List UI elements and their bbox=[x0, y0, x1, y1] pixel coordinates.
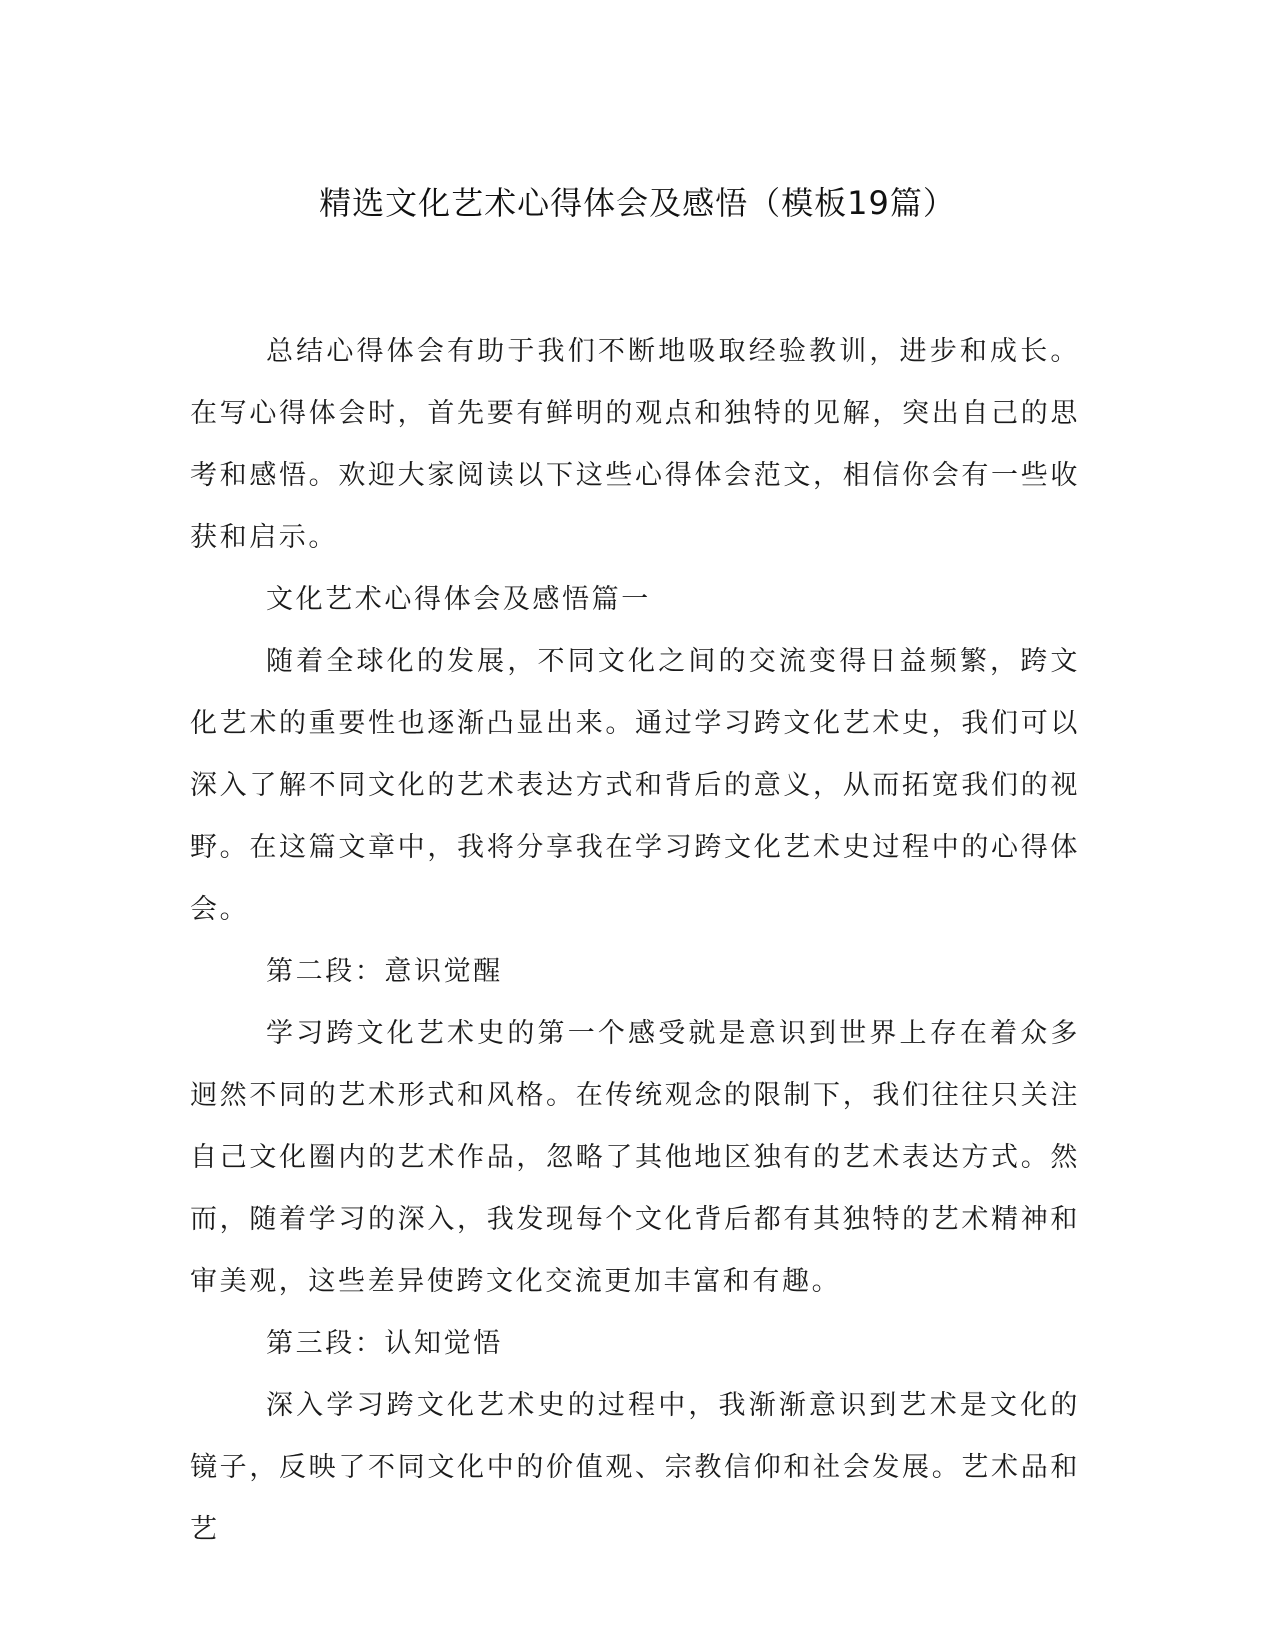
document-body bbox=[190, 321, 1080, 1561]
section-heading-2: 第二段：意识觉醒 bbox=[266, 956, 503, 987]
section-paragraph-1: 随着全球化的发展，不同文化之间的交流变得日益频繁，跨文化艺术的重要性也逐渐凸显出来。通过学习跨文化艺术史，我们可以深入了解不同文化的艺术表达方式和背后的意义，从而拓宽我们的视野。在这篇文章中，我将分享我在学习跨文化艺术史过程中的心得体会。 bbox=[190, 646, 1080, 925]
section-heading-1: 文化艺术心得体会及感悟篇一 bbox=[266, 584, 651, 615]
section-paragraph-2: 学习跨文化艺术史的第一个感受就是意识到世界上存在着众多迥然不同的艺术形式和风格。在传统观念的限制下，我们往往只关注自己文化圈内的艺术作品，忽略了其他地区独有的艺术表达方式。然而，随着学习的深入，我发现每个文化背后都有其独特的艺术精神和审美观，这些差异使跨文化交流更加丰富和有趣。 bbox=[190, 1018, 1080, 1297]
section-paragraph-3: 深入学习跨文化艺术史的过程中，我渐渐意识到艺术是文化的镜子，反映了不同文化中的价值观、宗教信仰和社会发展。艺术品和艺 bbox=[190, 1390, 1080, 1545]
section-heading-3: 第三段：认知觉悟 bbox=[266, 1328, 503, 1359]
intro-paragraph: 总结心得体会有助于我们不断地吸取经验教训，进步和成长。在写心得体会时，首先要有鲜明的观点和独特的见解，突出自己的思考和感悟。欢迎大家阅读以下这些心得体会范文，相信你会有一些收获和启示。 bbox=[190, 336, 1080, 553]
document-title: 精选文化艺术心得体会及感悟（模板19篇） bbox=[319, 184, 956, 222]
